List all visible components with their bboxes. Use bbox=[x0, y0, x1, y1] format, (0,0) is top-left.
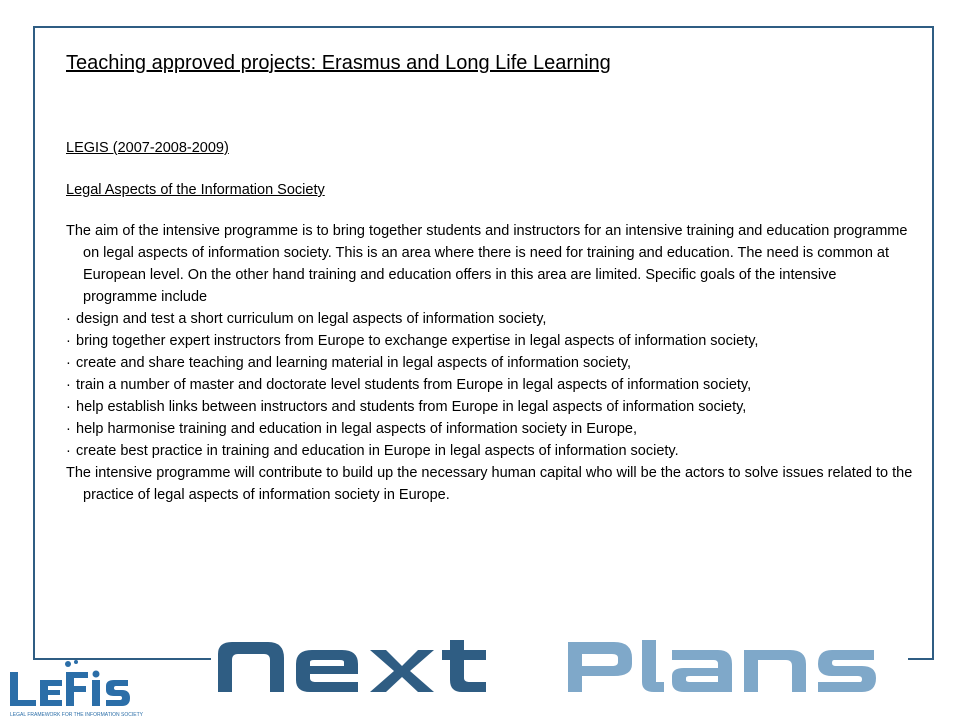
goal-text: train a number of master and doctorate level students from Europe in legal aspects of information society, bbox=[76, 377, 752, 393]
project-heading: LEGIS (2007-2008-2009) bbox=[66, 140, 229, 156]
goal-text: bring together expert instructors from Europe to exchange expertise in legal aspects of information society, bbox=[76, 333, 759, 349]
slide-content bbox=[66, 50, 914, 506]
bullet-dot: · bbox=[66, 377, 71, 393]
bullet-dot: · bbox=[66, 355, 71, 371]
goal-item bbox=[66, 374, 914, 396]
banner-word-next bbox=[218, 640, 486, 692]
goal-text: create best practice in training and education in Europe in legal aspects of information society. bbox=[76, 443, 679, 459]
goal-text: create and share teaching and learning material in legal aspects of information society, bbox=[76, 355, 632, 371]
next-plans-banner bbox=[214, 636, 914, 698]
goal-item bbox=[66, 330, 914, 352]
lefis-logo bbox=[6, 658, 156, 718]
goal-text: help establish links between instructors and students from Europe in legal aspects of information society, bbox=[76, 399, 747, 415]
bullet-dot: · bbox=[66, 443, 71, 459]
bullet-dot: · bbox=[66, 399, 71, 415]
bullet-dot: · bbox=[66, 333, 71, 349]
banner-word-plans bbox=[568, 640, 876, 692]
goal-item bbox=[66, 418, 914, 440]
lefis-logo-mark bbox=[10, 660, 130, 706]
conclusion-paragraph: The intensive programme will contribute to build up the necessary human capital who will be the actors to solve issues related to the practice of legal aspects of information society in Europe. bbox=[66, 465, 913, 503]
project-subheading: Legal Aspects of the Information Society bbox=[66, 182, 325, 198]
slide-title: Teaching approved projects: Erasmus and Long Life Learning bbox=[66, 52, 611, 74]
goal-item bbox=[66, 352, 914, 374]
goal-item bbox=[66, 396, 914, 418]
bullet-dot: · bbox=[66, 311, 71, 327]
lefis-tagline: LEGAL FRAMEWORK FOR THE INFORMATION SOCIETY bbox=[10, 712, 143, 718]
goal-text: help harmonise training and education in legal aspects of information society in Europe, bbox=[76, 421, 638, 437]
goals-list bbox=[66, 308, 914, 462]
goal-item bbox=[66, 308, 914, 330]
bullet-dot: · bbox=[66, 421, 71, 437]
goal-item bbox=[66, 440, 914, 462]
intro-paragraph: The aim of the intensive programme is to bring together students and instructors for an intensive training and education programme on legal aspects of information society. This is an area where there is need for training and education. The need is common at European level. On the other hand training and education offers in this area are limited. Specific goals of the intensive programme include bbox=[66, 223, 908, 305]
goal-text: design and test a short curriculum on legal aspects of information society, bbox=[76, 311, 547, 327]
